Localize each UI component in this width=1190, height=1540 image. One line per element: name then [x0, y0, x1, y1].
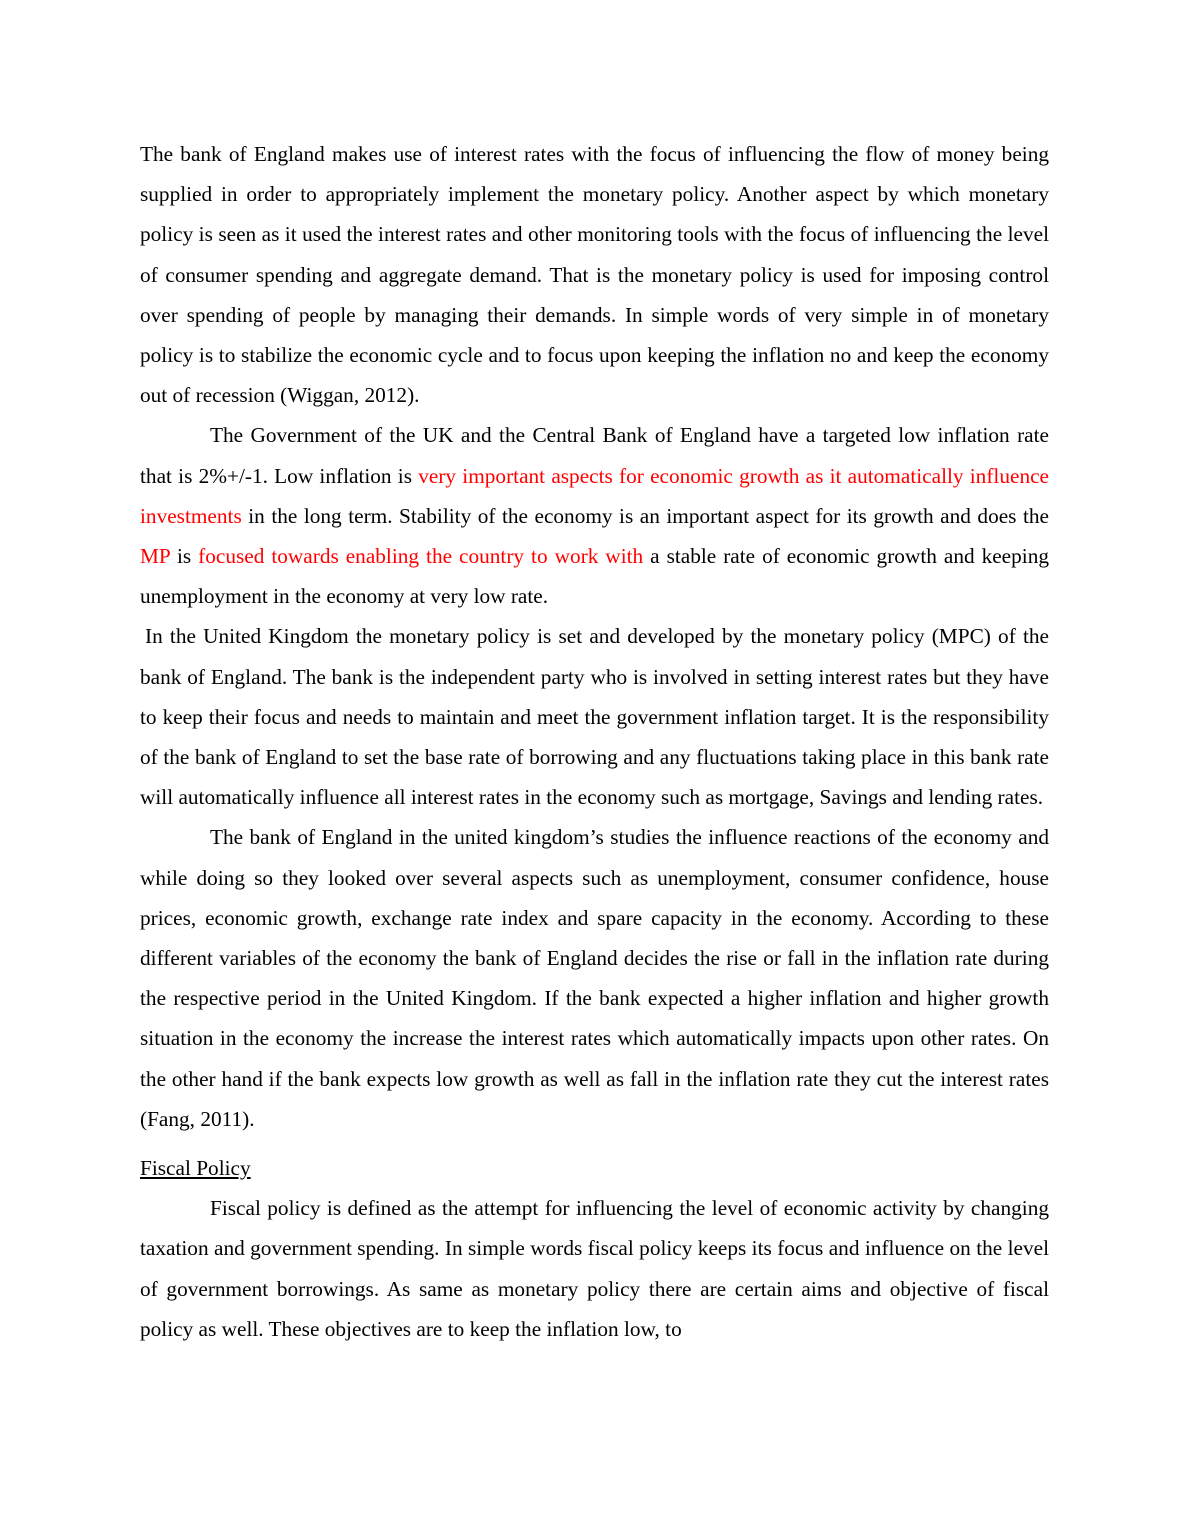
section-heading-fiscal-policy: Fiscal Policy — [140, 1156, 251, 1181]
inflation-text-1: The Government of the UK and the Central Bank of England have a targeted low inflation rate that is 2%+/-1. Low inflation is — [140, 423, 1049, 488]
paragraph-mpc: In the United Kingdom the monetary policy is set and developed by the monetary policy (MPC) of the bank of England. The bank is the independent party who is involved in setting interest rates but they have to keep their focus and needs to maintain and meet the government inflation target. It is the responsibility of the bank of England to set the base rate of borrowing and any fluctuations taking place in this bank rate will automatically influence all interest rates in the economy such as mortgage, Savings and lending rates. — [140, 624, 1049, 810]
paragraph-inflation-target — [140, 415, 1049, 616]
inflation-text-4: a stable rate of economic growth and keeping unemployment in the economy at very low rate. — [140, 544, 1049, 609]
highlighted-text-focused: focused towards enabling the country to work with — [198, 544, 644, 569]
document-body — [140, 134, 1049, 1349]
inflation-text-2: in the long term. Stability of the economy is an important aspect for its growth and does the — [241, 503, 1049, 528]
highlighted-text-mp: MP — [140, 544, 170, 569]
highlighted-text-investments: very important aspects for economic growth as it automatically influence investments — [140, 463, 1049, 528]
paragraph-bank-studies: The bank of England in the united kingdom’s studies the influence reactions of the economy and while doing so they looked over several aspects such as unemployment, consumer confidence, house prices, economic growth, exchange rate index and spare capacity in the economy. According to these different variables of the economy the bank of England decides the rise or fall in the inflation rate during the respective period in the United Kingdom. If the bank expected a higher inflation and higher growth situation in the economy the increase the interest rates which automatically impacts upon other rates. On the other hand if the bank expects low growth as well as fall in the inflation rate they cut the interest rates (Fang, 2011). — [140, 825, 1049, 1131]
paragraph-fiscal-policy: Fiscal policy is defined as the attempt for influencing the level of economic activity by changing taxation and government spending. In simple words fiscal policy keeps its focus and influence on the level of government borrowings. As same as monetary policy there are certain aims and objective of fiscal policy as well. These objectives are to keep the inflation low, to — [140, 1196, 1049, 1341]
paragraph-monetary-policy-intro: The bank of England makes use of interest rates with the focus of influencing the flow of money being supplied in order to appropriately implement the monetary policy. Another aspect by which monetary policy is seen as it used the interest rates and other monitoring tools with the focus of influencing the level of consumer spending and aggregate demand. That is the monetary policy is used for imposing control over spending of people by managing their demands. In simple words of very simple in of monetary policy is to stabilize the economic cycle and to focus upon keeping the inflation no and keep the economy out of recession (Wiggan, 2012). — [140, 142, 1049, 408]
inflation-text-3: is — [170, 544, 199, 569]
